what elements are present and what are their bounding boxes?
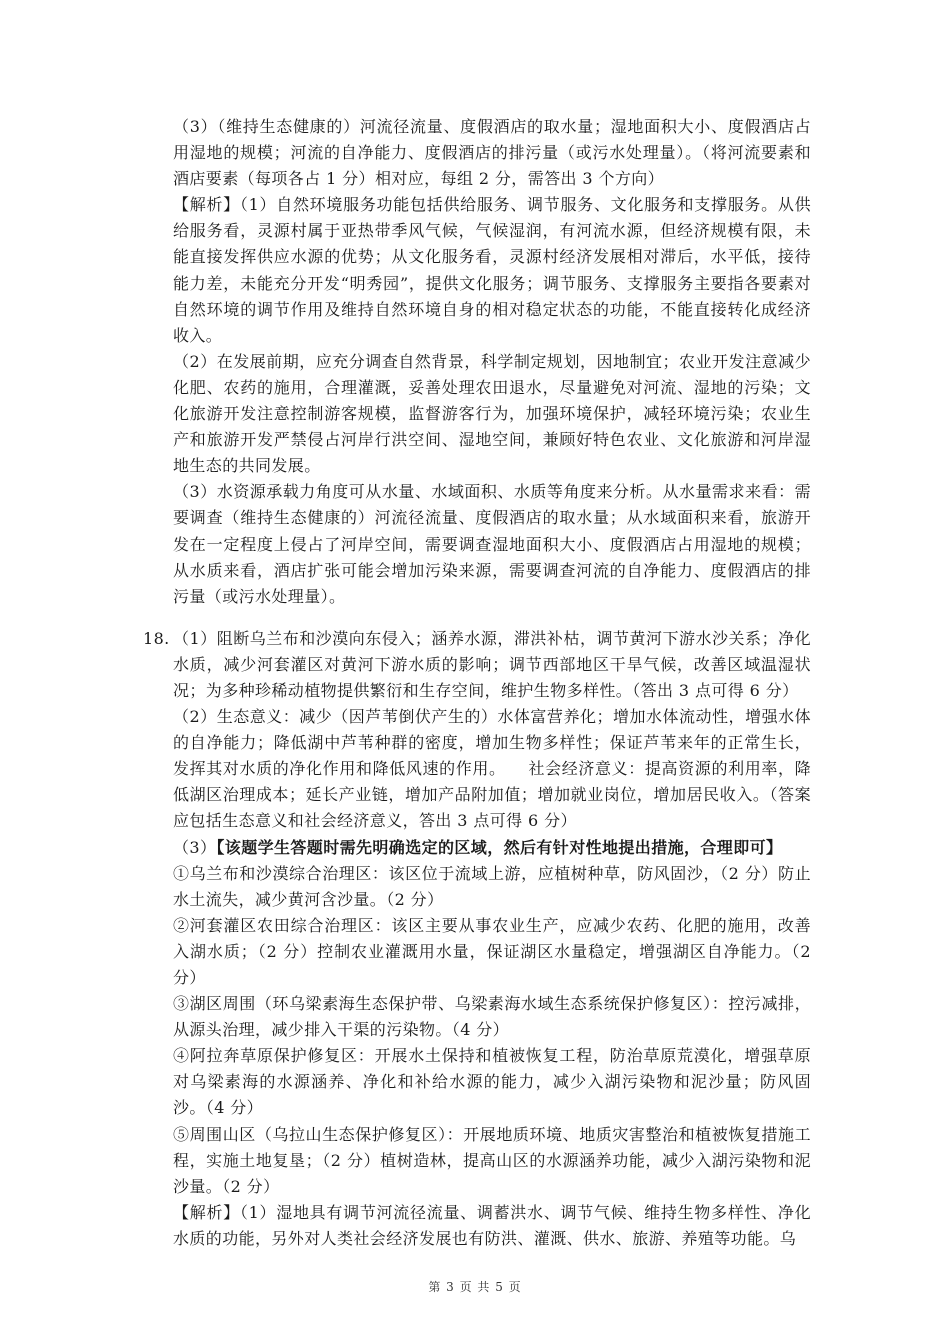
- q17-analysis-1: 【解析】（1）自然环境服务功能包括供给服务、调节服务、文化服务和支撑服务。从供给服务看，灵源村属于亚热带季风气候，气候湿润，有河流水源，但经济规模有限，未能直接发挥供应水源的优势；从文化服务看，灵源村经济发展相对滞后，水平低，接待能力差，未能充分开发“明秀园”，提供文化服务；调节服务、支撑服务主要指各要素对自然环境的调节作用及维持自然环境自身的相对稳定状态的功能，不能直接转化成经济收入。: [173, 195, 811, 345]
- q18-item-5: ⑤周围山区（乌拉山生态保护修复区）：开展地质环境、地质灾害整治和植被恢复措施工程，实施土地复垦；（2 分）植树造林，提高山区的水源涵养功能，减少入湖污染物和泥沙量。（2 分）: [173, 1124, 811, 1196]
- page-footer: 第 3 页 共 5 页: [428, 1280, 522, 1294]
- q17-part3-answer: （3）（维持生态健康的）河流径流量、度假酒店的取水量；湿地面积大小、度假酒店占用湿地的规模；河流的自净能力、度假酒店的排污量（或污水处理量）。（将河流要素和酒店要素（每项各占 1 分）相对应，每组 2 分，需答出 3 个方向）: [173, 117, 811, 189]
- q17-analysis-2: （2）在发展前期，应充分调查自然背景，科学制定规划，因地制宜；农业开发注意减少化肥、农药的施用，合理灌溉，妥善处理农田退水，尽量避免对河流、湿地的污染；文化旅游开发注意控制游客规模，监督游客行为，加强环境保护，减轻环境污染；农业生产和旅游开发严禁侵占河岸行洪空间、湿地空间，兼顾好特色农业、文化旅游和河岸湿地生态的共同发展。: [173, 351, 811, 476]
- q18-item-4: ④阿拉奔草原保护修复区：开展水土保持和植被恢复工程，防治草原荒漠化，增强草原对乌梁素海的水源涵养、净化和补给水源的能力，减少入湖污染物和泥沙量；防风固沙。（4 分）: [173, 1046, 811, 1118]
- q18-item-2: ②河套灌区农田综合治理区：该区主要从事农业生产，应减少农药、化肥的施用，改善入湖水质；（2 分）控制农业灌溉用水量，保证湖区水量稳定，增强湖区自净能力。（2 分）: [173, 915, 817, 987]
- q18-item-1: ①乌兰布和沙漠综合治理区：该区位于流域上游，应植树种草，防风固沙，（2 分）防止水土流失，减少黄河含沙量。（2 分）: [173, 863, 811, 909]
- q18-item-3: ③湖区周围（环乌梁素海生态保护带、乌梁素海水域生态系统保护修复区）：控污减排，从源头治理，减少排入干渠的污染物。（4 分）: [173, 994, 811, 1040]
- q18-analysis: 【解析】（1）湿地具有调节河流径流量、调蓄洪水、调节气候、维持生物多样性、净化水质的功能，另外对人类社会经济发展也有防洪、灌溉、供水、旅游、养殖等功能。乌: [173, 1202, 811, 1248]
- part3-instruction: 【该题学生答题时需先明确选定的区域，然后有针对性地提出措施，合理即可】: [216, 837, 783, 857]
- question-18-body: [173, 626, 817, 1252]
- q18-part2-answer: （2）生态意义：减少（因芦苇倒伏产生的）水体富营养化；增加水体流动性，增强水体的自净能力；降低湖中芦苇种群的密度，增加生物多样性；保证芦苇来年的正常生长，发挥其对水质的净化作用和降低风速的作用。 社会经济意义：提高资源的利用率，降低湖区治理成本；延长产业链，增加产品附加值；增加就业岗位，增加居民收入。（答案应包括生态意义和社会经济意义，答出 3 点可得 6 分）: [173, 707, 811, 831]
- answer-content: [143, 114, 817, 1252]
- part3-prefix: （3）: [173, 837, 217, 857]
- q18-part1-answer: （1）阻断乌兰布和沙漠向东侵入；涵养水源，滞洪补枯，调节黄河下游水沙关系；净化水质，减少河套灌区对黄河下游水质的影响；调节西部地区干旱气候，改善区域温湿状况；为多种珍稀动植物提供繁衍和生存空间，维护生物多样性。（答出 3 点可得 6 分）: [173, 628, 811, 700]
- question-number: 18.: [143, 628, 170, 648]
- q18-part3-heading: [173, 835, 811, 861]
- q17-analysis-3: （3）水资源承载力角度可从水量、水域面积、水质等角度来分析。从水量需求来看：需要调查（维持生态健康的）河流径流量、度假酒店的取水量；从水域面积来看，旅游开发在一定程度上侵占了河岸空间，需要调查湿地面积大小、度假酒店占用湿地的规模；从水质来看，酒店扩张可能会增加污染来源，需要调查河流的自净能力、度假酒店的排污量（或污水处理量）。: [173, 482, 811, 606]
- question-18-answer: [143, 626, 817, 1252]
